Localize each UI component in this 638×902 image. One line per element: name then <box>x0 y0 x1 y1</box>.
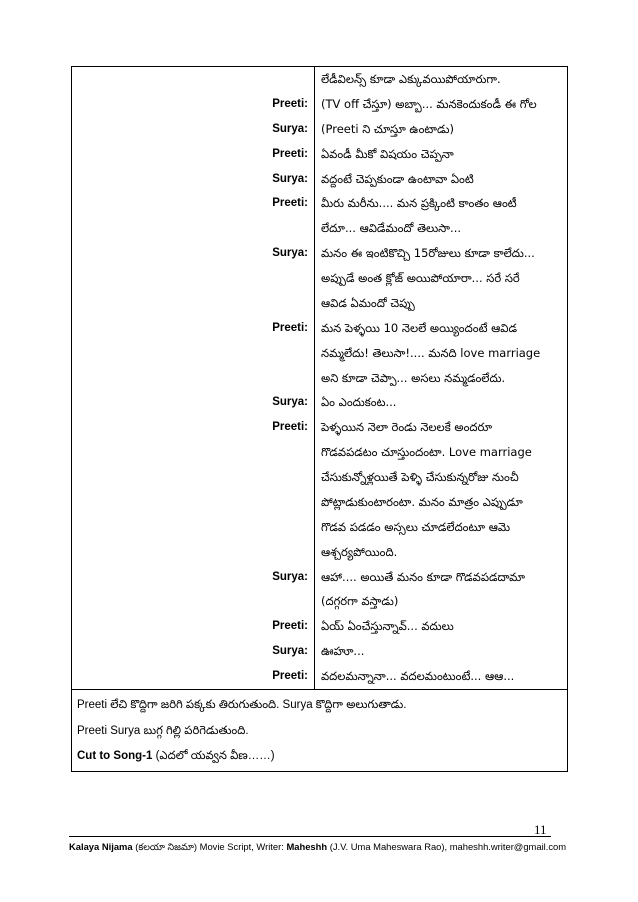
page-footer: Kalaya Nijama (కలయా నిజమా) Movie Script, Writer: Maheshh (J.V. Uma Maheswara Rao), maheshh.writer@gmail.com <box>69 841 567 852</box>
dialogue-line: మనం ఈ ఇంటికొచ్చి 15రోజులు కూడా కాలేదు... <box>321 246 535 261</box>
speaker-label: Preeti: <box>72 316 315 341</box>
dialogue-line: ఆహా.... అయితే మనం కూడా గొడవపడదామా <box>321 569 525 584</box>
speaker-label: Preeti: <box>72 191 315 216</box>
dialogue-line: మన పెళ్ళయి 10 నెలలే అయ్యిందంటే ఆవిడ <box>321 320 517 335</box>
dialogue-line: పోట్లాడుకుంటారంటా. మనం మాత్రం ఎప్పుడూ <box>321 494 523 509</box>
dialogue-line: గొడవపడటం చూస్తుందంటా. Love marriage <box>321 445 532 460</box>
footer-details: (J.V. Uma Maheswara Rao), maheshh.writer@gmail.com <box>329 841 567 852</box>
speaker-label: Surya: <box>72 565 315 590</box>
speaker-label <box>72 266 315 291</box>
footer-writer: Maheshh <box>286 841 328 852</box>
speaker-label <box>72 540 315 565</box>
speaker-label: Surya: <box>72 117 315 142</box>
speaker-label: Surya: <box>72 639 315 664</box>
action-line-2: Preeti Surya బుగ్గ గిల్లి పరిగెడుతుంది. <box>77 724 249 737</box>
speaker-label <box>72 515 315 540</box>
page-number: 11 <box>534 822 547 837</box>
dialogue-line: (Preeti ని చూస్తూ ఉంటాడు) <box>321 121 454 136</box>
speaker-label <box>72 465 315 490</box>
speaker-label <box>72 490 315 515</box>
action-line-1: Preeti లేచి కొద్దిగా జరిగి పక్కకు తిరుగుతుంది. Surya కొద్దిగా అలుగుతాడు. <box>77 699 407 711</box>
speaker-label: Surya: <box>72 167 315 192</box>
speaker-label: Preeti: <box>72 415 315 440</box>
speaker-label: Preeti: <box>72 92 315 117</box>
cut-note: (ఎదలో యవ్వన వీణ……) <box>155 750 275 762</box>
dialogue-line: ఊహూ... <box>321 644 365 659</box>
action-block <box>72 689 567 773</box>
dialogue-line: ఆవిడ ఏమందో చెప్పు <box>321 295 415 310</box>
dialogue-line: నమ్మలేదు! తెలుసా!.... మనది love marriage <box>321 345 541 360</box>
dialogue-line: మీరు మరీను.... మన ప్రక్కింటి కాంతం ఆంటీ <box>321 196 517 211</box>
speaker-label <box>72 291 315 316</box>
dialogue-line: ఏవండీ మీకో విషయం చెప్పనా <box>321 146 454 161</box>
speaker-label: Preeti: <box>72 614 315 639</box>
dialogue-line: వద్దంటే చెప్పకుండా ఉంటావా ఏంటి <box>321 171 474 186</box>
footer-divider <box>69 836 551 837</box>
cut-to-song <box>77 744 562 770</box>
speaker-label: Preeti: <box>72 664 315 689</box>
speaker-label: Surya: <box>72 390 315 415</box>
speaker-label: Surya: <box>72 241 315 266</box>
dialogue-line: (దగ్గరగా వస్తాడు) <box>321 594 399 609</box>
dialogue-line: ఆశ్చర్యపోయింది. <box>321 544 398 559</box>
dialogue-line: లేడీవిలన్స్ కూడా ఎక్కువయిపోయారుగా. <box>321 72 501 86</box>
speaker-label: Preeti: <box>72 142 315 167</box>
dialogue-line: చేసుకున్నోళ్లయితే పెళ్ళి చేసుకున్నరోజు నుంచీ <box>321 470 519 484</box>
speaker-label <box>72 366 315 391</box>
dialogue-line: ఏం ఎందుకంట... <box>321 395 397 410</box>
footer-middle: Movie Script, Writer: <box>199 841 284 852</box>
dialogue-line: వదలమన్నానా... వదలమంటుంటే... ఆఆ... <box>321 669 515 683</box>
dialogue-line: పెళ్ళయిన నెలా రెండు నెలలకే అందరూ <box>321 420 493 435</box>
dialogue-grid <box>72 67 567 689</box>
speaker-label <box>72 440 315 465</box>
dialogue-line: గొడవ పడడం అస్సలు చూడలేదంటూ ఆమె <box>321 519 511 534</box>
cut-label: Cut to Song-1 <box>77 750 153 762</box>
footer-title-telugu: కలయా నిజమా <box>138 841 194 852</box>
dialogue-line: అని కూడా చెప్పా... అసలు నమ్మడంలేదు. <box>321 370 506 385</box>
dialogue-line: ఏయ్ ఏంచేస్తున్నావ్... వదులు <box>321 619 454 634</box>
speaker-label <box>72 589 315 614</box>
dialogue-line: (TV off చేస్తూ) అబ్బా... మనకెందుకండీ ఈ గోల <box>321 96 537 111</box>
dialogue-line: అప్పుడే అంత క్లోజ్ అయిపోయారా... సరే సరే <box>321 271 520 285</box>
speaker-label <box>72 67 315 92</box>
script-table <box>71 66 568 772</box>
speaker-label <box>72 341 315 366</box>
speaker-label <box>72 216 315 241</box>
dialogue-line: లేదూ... ఆవిడేమందో తెలుసా... <box>321 221 461 236</box>
footer-title: Kalaya Nijama <box>69 841 133 852</box>
